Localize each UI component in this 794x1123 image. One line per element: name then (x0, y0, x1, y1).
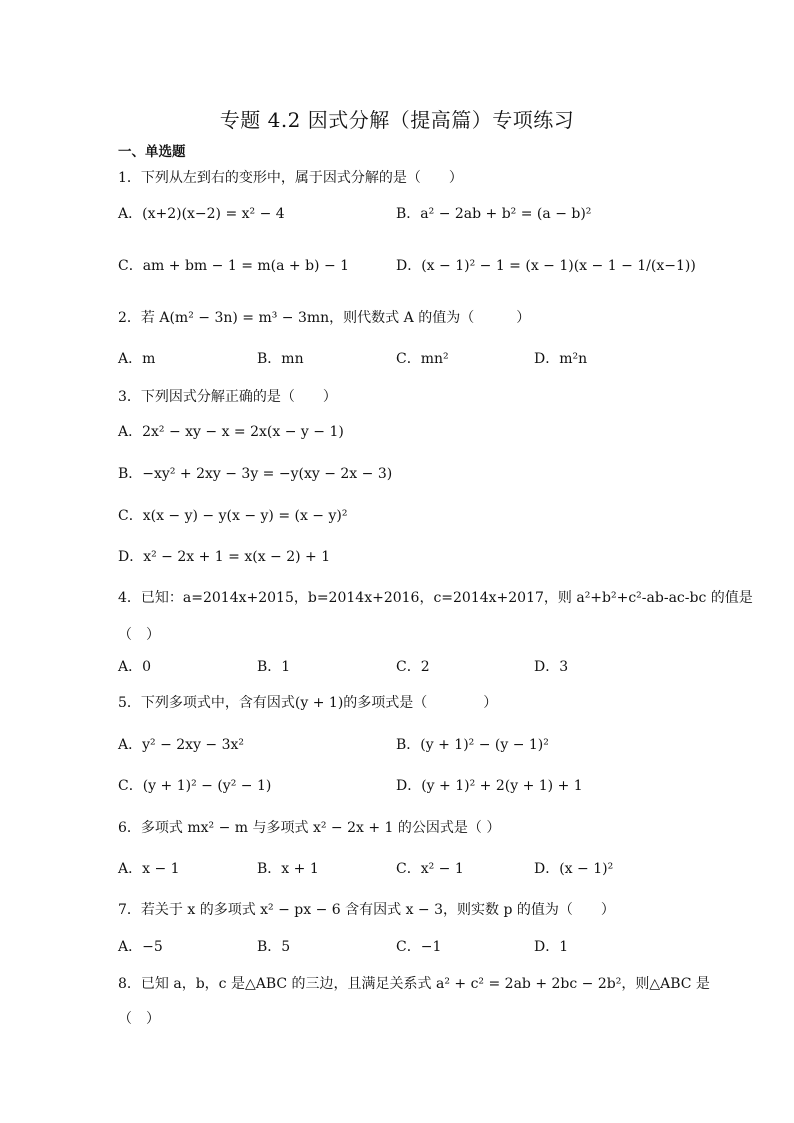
q2-option-d: D．m²n (534, 351, 588, 367)
q6-option-d: D．(x − 1)² (534, 861, 614, 877)
q1-option-b: B．a² − 2ab + b² = (a − b)² (396, 206, 592, 222)
q3-option-c: C．x(x − y) − y(x − y) = (x − y)² (118, 508, 348, 524)
q4-option-a: A．0 (118, 659, 152, 675)
q4-option-c: C．2 (396, 659, 430, 675)
q7-option-d: D．1 (534, 939, 569, 955)
q1-option-a: A．(x+2)(x−2) = x² − 4 (118, 206, 285, 222)
q5-option-b: B．(y + 1)² − (y − 1)² (396, 737, 549, 753)
q7-option-a: A．−5 (118, 939, 163, 955)
q3-option-d: D．x² − 2x + 1 = x(x − 2) + 1 (118, 549, 331, 565)
q1-option-d: D．(x − 1)² − 1 = (x − 1)(x − 1 − 1/(x−1)) (396, 258, 696, 274)
q3-option-a: A．2x² − xy − x = 2x(x − y − 1) (118, 424, 344, 440)
question-2-stem: 2．若 A(m² − 3n) = m³ − 3mn，则代数式 A 的值为（ ） (118, 310, 531, 326)
question-8-stem-continued: （ ） (118, 1011, 160, 1027)
q2-option-b: B．mn (257, 351, 304, 367)
q6-option-a: A．x − 1 (118, 861, 180, 877)
question-8-stem: 8．已知 a，b，c 是△ABC 的三边，且满足关系式 a² + c² = 2ab + 2bc − 2b²，则△ABC 是 (118, 976, 710, 992)
question-1-stem: 1．下列从左到右的变形中，属于因式分解的是（ ） (118, 170, 463, 186)
q3-option-b: B．−xy² + 2xy − 3y = −y(xy − 2x − 3) (118, 466, 393, 482)
question-3-stem: 3．下列因式分解正确的是（ ） (118, 389, 337, 405)
q7-option-c: C．−1 (396, 939, 442, 955)
question-5-stem: 5．下列多项式中，含有因式(y + 1)的多项式是（ ） (118, 695, 498, 711)
q5-option-d: D．(y + 1)² + 2(y + 1) + 1 (396, 778, 583, 794)
q6-option-c: C．x² − 1 (396, 861, 464, 877)
q5-option-c: C．(y + 1)² − (y² − 1) (118, 778, 272, 794)
question-7-stem: 7．若关于 x 的多项式 x² − px − 6 含有因式 x − 3，则实数 p 的值为（ ） (118, 902, 615, 918)
q7-option-b: B．5 (257, 939, 291, 955)
q6-option-b: B．x + 1 (257, 861, 319, 877)
q4-option-b: B．1 (257, 659, 291, 675)
question-4-stem: 4．已知：a=2014x+2015，b=2014x+2016，c=2014x+2017，则 a²+b²+c²-ab-ac-bc 的值是 (118, 590, 753, 606)
q1-option-c: C．am + bm − 1 = m(a + b) − 1 (118, 258, 350, 274)
q4-option-d: D．3 (534, 659, 569, 675)
section-heading: 一、单选题 (118, 144, 186, 160)
q2-option-c: C．mn² (396, 351, 449, 367)
q5-option-a: A．y² − 2xy − 3x² (118, 737, 245, 753)
q2-option-a: A．m (118, 351, 156, 367)
question-4-stem-continued: （ ） (118, 627, 160, 643)
question-6-stem: 6．多项式 mx² − m 与多项式 x² − 2x + 1 的公因式是（ ） (118, 820, 501, 836)
page-title: 专题 4.2 因式分解（提高篇）专项练习 (219, 108, 575, 132)
